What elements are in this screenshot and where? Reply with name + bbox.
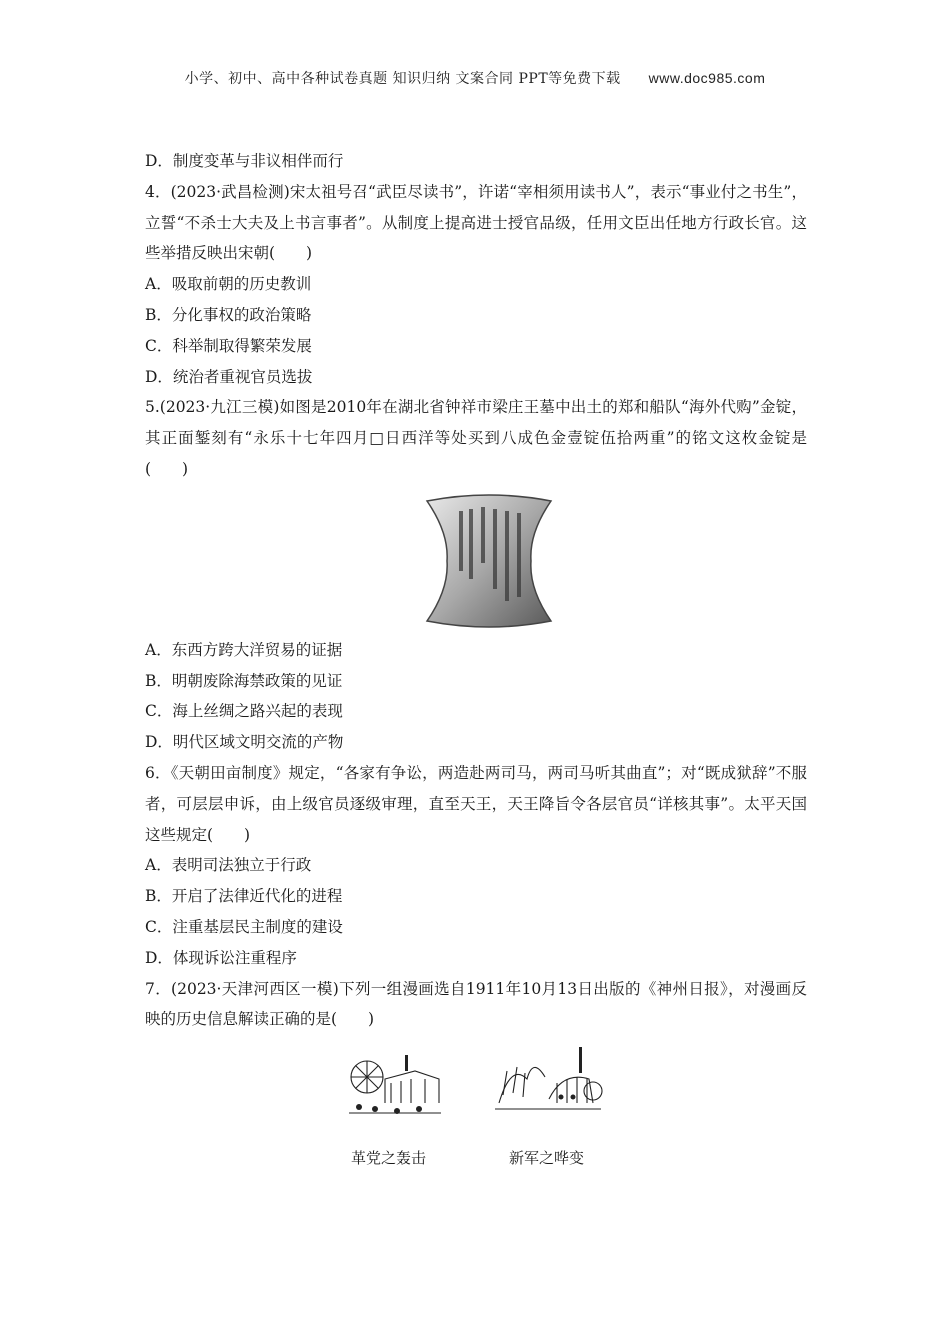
q4-option-d: D．统治者重视官员选拔 bbox=[145, 367, 313, 386]
gold-ingot-image bbox=[419, 493, 559, 629]
cartoon-new-army-mutiny bbox=[493, 1043, 603, 1119]
caption-left: 革党之轰击 bbox=[351, 1150, 427, 1168]
q5-option-b: B．明朝废除海禁政策的见证 bbox=[145, 671, 343, 690]
question-content bbox=[145, 146, 807, 1177]
header-text: 小学、初中、高中各种试卷真题 知识归纳 文案合同 PPT等免费下载 bbox=[184, 71, 621, 87]
q6-option-c: C．注重基层民主制度的建设 bbox=[145, 917, 343, 936]
q5-stem: 5.(2023·九江三模)如图是2010年在湖北省钟祥市梁庄王墓中出土的郑和船队“海外代购”金锭，其正面錾刻有“永乐十七年四月□日西洋等处买到八成色金壹锭伍拾两重”的铭文这枚金锭是( ) bbox=[145, 398, 807, 478]
cartoon-figure bbox=[145, 1037, 807, 1177]
q7-stem: 7．(2023·天津河西区一模)下列一组漫画选自1911年10月13日出版的《神州日报》，对漫画反映的历史信息解读正确的是( ) bbox=[145, 979, 807, 1029]
q3-option-d: D．制度变革与非议相伴而行 bbox=[145, 152, 344, 170]
q5-option-d: D．明代区域文明交流的产物 bbox=[145, 733, 344, 752]
q6-option-d: D．体现诉讼注重程序 bbox=[145, 948, 297, 967]
q6-stem: 6．《天朝田亩制度》规定，“各家有争讼，两造赴两司马，两司马听其曲直”；对“既成狱辞”不服者，可层层申诉，由上级官员逐级审理，直至天王，天王降旨令各层官员“详核其事”。太平天国这些规定( ) bbox=[145, 763, 807, 844]
caption-right: 新军之哗变 bbox=[509, 1150, 585, 1168]
q4-option-b: B．分化事权的政治策略 bbox=[145, 305, 312, 324]
cartoon-revolutionary-bombardment bbox=[345, 1049, 445, 1125]
q4-option-a: A．吸取前朝的历史教训 bbox=[145, 275, 312, 294]
q6-option-b: B．开启了法律近代化的进程 bbox=[145, 887, 343, 906]
page-header bbox=[0, 68, 950, 88]
gold-ingot-figure bbox=[145, 491, 807, 631]
q4-stem: 4．(2023·武昌检测)宋太祖号召“武臣尽读书”，许诺“宰相须用读书人”，表示“事业付之书生”，立誓“不杀士大夫及上书言事者”。从制度上提高进士授官品级，任用文臣出任地方行政长官。这些举措反映出宋朝( ) bbox=[145, 182, 807, 263]
header-url[interactable]: www.doc985.com bbox=[648, 70, 766, 86]
q6-option-a: A．表明司法独立于行政 bbox=[145, 856, 312, 875]
q5-option-a: A．东西方跨大洋贸易的证据 bbox=[145, 640, 343, 659]
q4-option-c: C．科举制取得繁荣发展 bbox=[145, 336, 312, 355]
q5-option-c: C．海上丝绸之路兴起的表现 bbox=[145, 702, 343, 721]
